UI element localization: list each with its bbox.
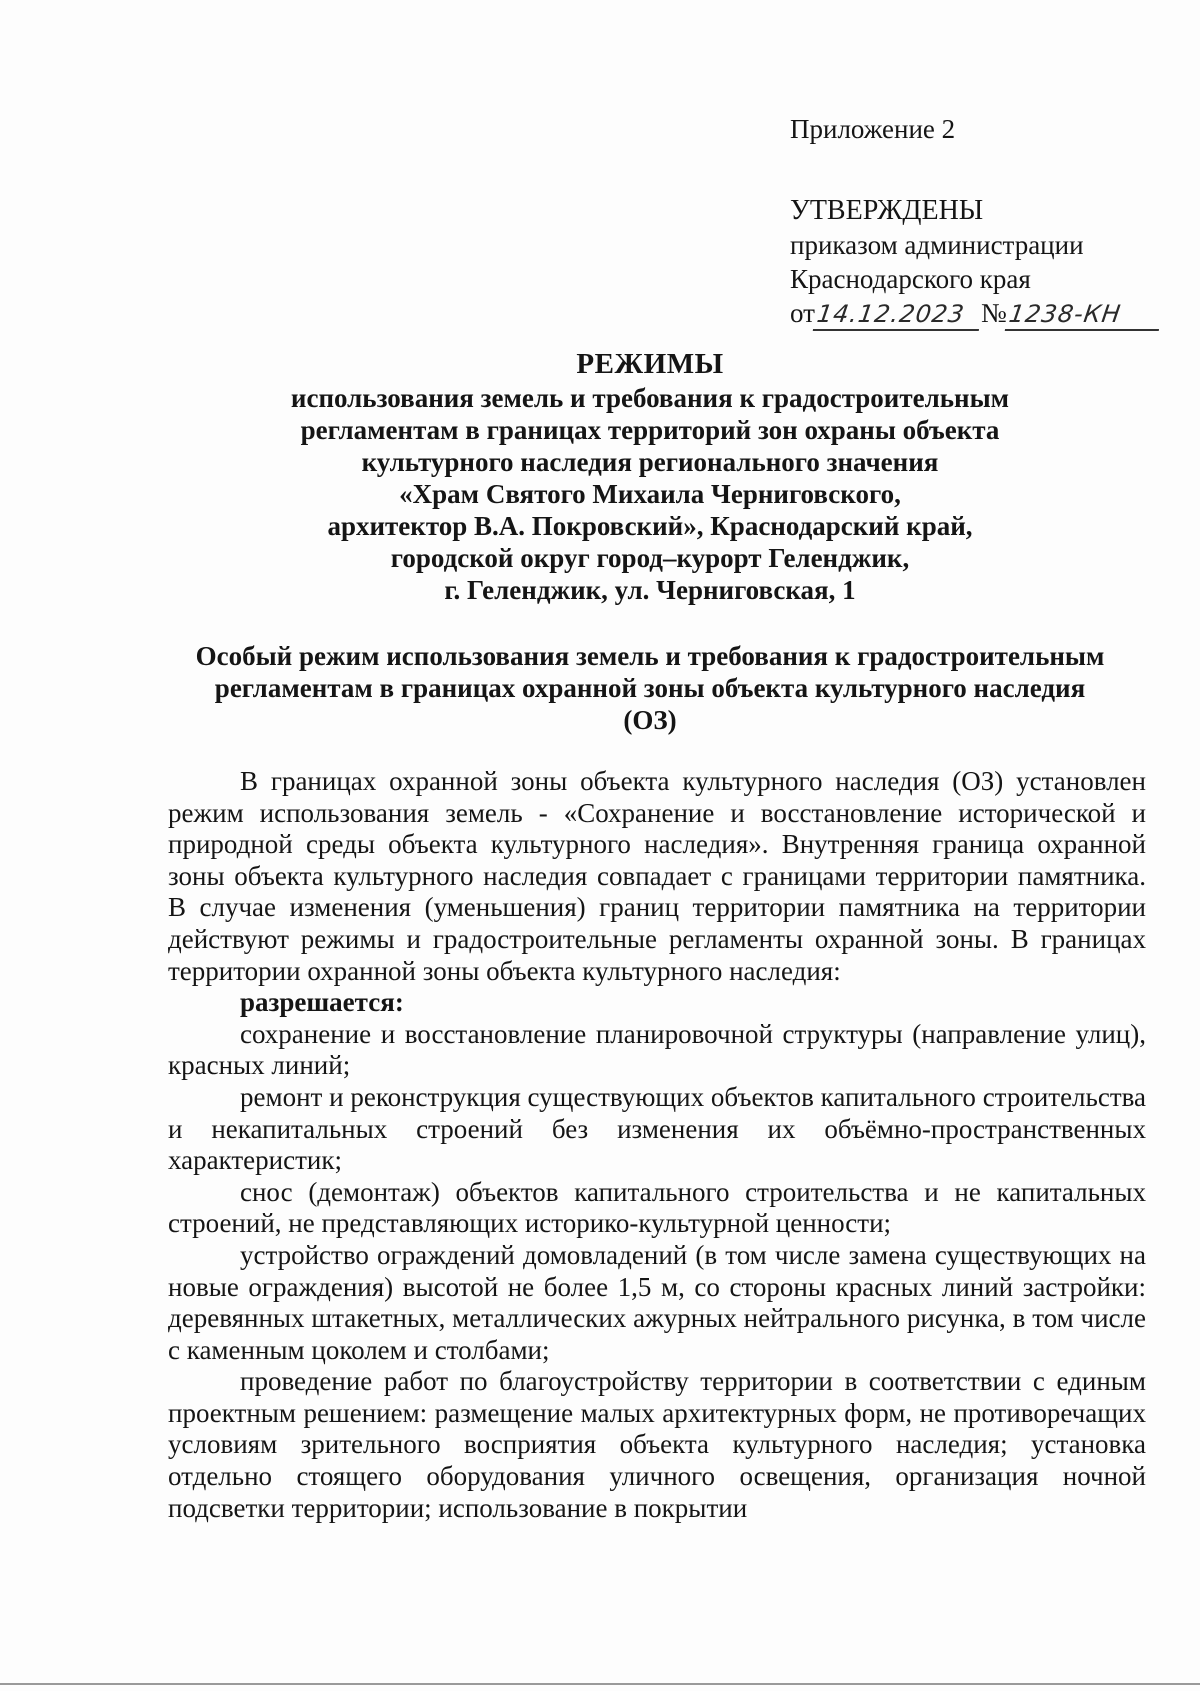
order-label: приказом администрации [790, 230, 1084, 260]
intro-paragraph: В границах охранной зоны объекта культурного наследия (ОЗ) установлен режим использования земель - «Сохранение и восстановление исторической и природной среды объекта культурного наследия». Внутренняя граница охранной зоны объекта культурного наследия совпадает с границами территории памятника. В случае изменения (уменьшения) границ территории памятника на территории действуют режимы и градостроительные регламенты охранной зоны. В границах территории охранной зоны объекта культурного наследия: [168, 766, 1146, 986]
title-line: «Храм Святого Михаила Черниговского, [399, 479, 901, 509]
allowed-item: ремонт и реконструкция существующих объектов капитального строительства и некапитальных строений без изменения их объёмно-пространственных характеристик; [168, 1081, 1146, 1176]
title-line: использования земель и требования к градостроительным [290, 383, 1010, 413]
title-line: культурного наследия регионального значения [361, 447, 939, 477]
approved-label: УТВЕРЖДЕНЫ [790, 195, 984, 226]
title-line: г. Геленджик, ул. Черниговская, 1 [444, 575, 856, 605]
title-line: городской округ город–курорт Геленджик, [390, 543, 910, 573]
allowed-item: снос (демонтаж) объектов капитального строительства и не капитальных строений, не представляющих историко-культурной ценности; [168, 1176, 1146, 1239]
section-heading-line: Особый режим использования земель и требования к градостроительным [195, 641, 1105, 671]
allowed-item: проведение работ по благоустройству территории в соответствии с единым проектным решением: размещение малых архитектурных форм, не противоречащих условиям зрительного восприятия объекта культурного наследия; установка отдельно стоящего оборудования уличного освещения, организация ночной подсветки территории; использование в покрытии [168, 1366, 1146, 1523]
handwritten-date: 14.12.2023 [813, 299, 983, 331]
allowed-heading: разрешается: [240, 987, 404, 1018]
section-heading [150, 640, 1150, 736]
title-line: регламентам в границах территорий зон охраны объекта [300, 415, 1000, 445]
number-label: № [980, 298, 1007, 328]
title-line: архитектор В.А. Покровский», Краснодарский край, [327, 511, 973, 541]
allowed-item: сохранение и восстановление планировочной структуры (направление улиц), красных линий; [168, 1018, 1146, 1081]
title-main: РЕЖИМЫ [576, 348, 724, 380]
body-text [168, 766, 1146, 1524]
section-heading-line: (ОЗ) [623, 705, 677, 735]
approval-block [790, 112, 1170, 331]
allowed-item: устройство ограждений домовладений (в том числе замена существующих на новые ограждения) высотой не более 1,5 м, со стороны красных линий застройки: деревянных штакетных, металлических ажурных нейтрального рисунка, в том числе с каменным цоколем и столбами; [168, 1239, 1146, 1365]
document-title [150, 348, 1150, 606]
appendix-label: Приложение 2 [790, 114, 956, 144]
handwritten-number: 1238-КН [1004, 299, 1162, 331]
order-date-number-line [790, 296, 1170, 331]
bottom-scan-edge [0, 1683, 1200, 1685]
section-heading-line: регламентам в границах охранной зоны объекта культурного наследия [214, 673, 1086, 703]
from-label: от [790, 298, 815, 328]
region-label: Краснодарского края [790, 264, 1031, 294]
